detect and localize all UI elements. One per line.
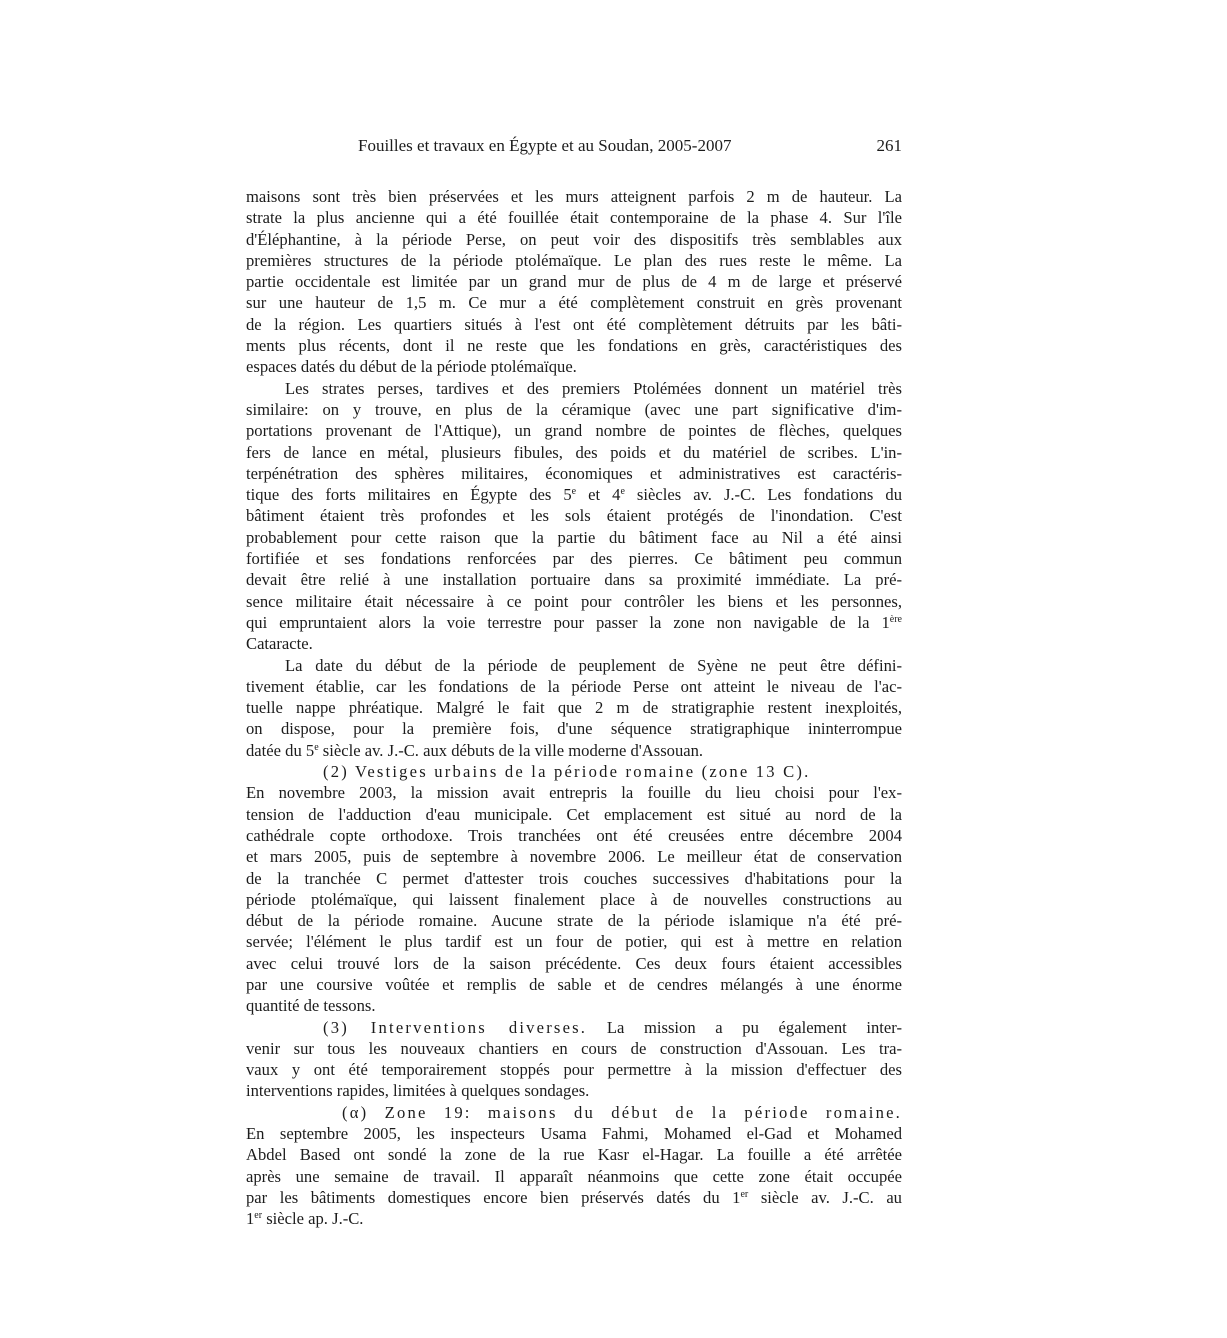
- text-line: [246, 612, 902, 633]
- text-fragment: La mission a pu également inter-: [587, 1017, 902, 1037]
- text-line: venir sur tous les nouveaux chantiers en cours de construction d'Assouan. Les tra-: [246, 1038, 902, 1058]
- text-line: [246, 740, 902, 761]
- text-line: ments plus récents, dont il ne reste que les fondations en grès, caractéristiques des: [246, 336, 902, 356]
- text-line: [246, 1208, 902, 1229]
- running-title: Fouilles et travaux en Égypte et au Soudan, 2005-2007: [358, 136, 732, 155]
- text-line: sur une hauteur de 1,5 m. Ce mur a été complètement construit en grès provenant: [246, 293, 902, 313]
- text-line: fers de lance en métal, plusieurs fibules, des poids et du matériel de scribes. L'in-: [246, 442, 902, 462]
- paragraph: [246, 186, 902, 378]
- paragraph: [246, 378, 902, 655]
- superscript: e: [620, 486, 625, 498]
- text-line: quantité de tessons.: [246, 996, 376, 1016]
- text-line: tivement établie, car les fondations de la période Perse ont atteint le niveau de l'ac-: [246, 676, 902, 696]
- superscript: er: [254, 1210, 263, 1222]
- text-line: [246, 1017, 902, 1038]
- text-line: portations provenant de l'Attique), un grand nombre de pointes de flèches, quelques: [246, 421, 902, 441]
- superscript: ère: [889, 613, 902, 625]
- text-line: de la région. Les quartiers situés à l'est ont été complètement détruits par les bâti-: [246, 314, 902, 334]
- text-line: période ptolémaïque, qui laissent finalement place à de nouvelles constructions au: [246, 889, 902, 909]
- text-line: vaux y ont été temporairement stoppés pour permettre à la mission d'effectuer des: [246, 1060, 902, 1080]
- text-line: Les strates perses, tardives et des premiers Ptolémées donnent un matériel très: [285, 378, 902, 398]
- superscript: e: [571, 486, 577, 498]
- text-line: devait être relié à une installation portuaire dans sa proximité immédiate. La pré-: [246, 570, 902, 590]
- text-line: tuelle nappe phréatique. Malgré le fait que 2 m de stratigraphie restent inexploités,: [246, 698, 902, 718]
- section-zone-19: [246, 1102, 902, 1230]
- superscript: er: [740, 1188, 749, 1200]
- text-line: [246, 484, 902, 505]
- text-fragment: 1: [246, 1209, 255, 1229]
- text-line: sence militaire était nécessaire à ce point pour contrôler les biens et les personnes,: [246, 591, 902, 611]
- text-line: En septembre 2005, les inspecteurs Usama Fahmi, Mohamed el-Gad et Mohamed: [246, 1124, 902, 1144]
- text-line: tension de l'adduction d'eau municipale. Cet emplacement est situé au nord de la: [246, 804, 902, 824]
- text-line: [246, 1187, 902, 1208]
- text-line: premières structures de la période ptolémaïque. Le plan des rues reste le même. La: [246, 250, 902, 270]
- running-head: [246, 134, 902, 158]
- text-line: et mars 2005, puis de septembre à novembre 2006. Le meilleur état de conservation: [246, 847, 902, 867]
- section-zone-13c: [246, 761, 902, 1017]
- text-fragment: qui empruntaient alors la voie terrestre pour passer la zone non navigable de la 1: [246, 612, 890, 632]
- text-line: interventions rapides, limitées à quelques sondages.: [246, 1081, 590, 1101]
- text-line: Cataracte.: [246, 634, 313, 654]
- text-fragment: siècles av. J.-C. Les fondations du: [624, 485, 902, 505]
- text-fragment: et 4: [576, 485, 621, 505]
- section-heading: (3) Interventions diverses.: [323, 1017, 588, 1037]
- text-line: maisons sont très bien préservées et les murs atteignent parfois 2 m de hauteur. La: [246, 187, 902, 206]
- text-line: fortifiée et ses fondations renforcées par des pierres. Ce bâtiment peu commun: [246, 549, 902, 569]
- text-line: servée; l'élément le plus tardif est un four de potier, qui est à mettre en relation: [246, 932, 902, 952]
- text-line: En novembre 2003, la mission avait entrepris la fouille du lieu choisi pour l'ex-: [246, 783, 902, 803]
- page-number: 261: [876, 136, 902, 155]
- text-fragment: siècle ap. J.-C.: [262, 1209, 364, 1229]
- text-line: strate la plus ancienne qui a été fouillée était contemporaine de la phase 4. Sur l'île: [246, 208, 902, 228]
- section-heading: (2) Vestiges urbains de la période romaine (zone 13 C).: [323, 762, 811, 782]
- text-line: La date du début de la période de peuplement de Syène ne peut être défini-: [285, 655, 902, 675]
- text-line: partie occidentale est limitée par un grand mur de plus de 4 m de large et préservé: [246, 272, 902, 292]
- text-line: espaces datés du début de la période ptolémaïque.: [246, 357, 577, 377]
- text-line: Abdel Based ont sondé la zone de la rue Kasr el-Hagar. La fouille a été arrêtée: [246, 1145, 902, 1165]
- text-fragment: siècle av. J.-C. au: [748, 1187, 902, 1207]
- text-line: on dispose, pour la première fois, d'une séquence stratigraphique ininterrompue: [246, 719, 902, 739]
- body-text: [246, 186, 902, 1230]
- text-fragment: par les bâtiments domestiques encore bien préservés datés du 1: [246, 1187, 741, 1207]
- text-line: similaire: on y trouve, en plus de la céramique (avec une part significative d'im-: [246, 399, 902, 419]
- text-line: début de la période romaine. Aucune strate de la période islamique n'a été pré-: [246, 911, 902, 931]
- text-line: bâtiment étaient très profondes et les sols étaient protégés de l'inondation. C'est: [246, 506, 902, 526]
- section-interventions: [246, 1017, 902, 1102]
- text-line: d'Éléphantine, à la période Perse, on peut voir des dispositifs très semblables aux: [246, 229, 902, 249]
- section-heading: (α) Zone 19: maisons du début de la période romaine.: [342, 1102, 902, 1122]
- text-line: terpénétration des sphères militaires, économiques et administratives est caractéris-: [246, 463, 902, 483]
- text-line: probablement pour cette raison que la partie du bâtiment face au Nil a été ainsi: [246, 527, 902, 547]
- text-fragment: datée du 5: [246, 740, 315, 760]
- paragraph: [246, 655, 902, 761]
- superscript: e: [314, 741, 319, 753]
- text-fragment: siècle av. J.-C. aux débuts de la ville moderne d'Assouan.: [318, 740, 704, 760]
- text-line: par une coursive voûtée et remplis de sable et de cendres mélangés à une énorme: [246, 974, 902, 994]
- text-line: avec celui trouvé lors de la saison précédente. Ces deux fours étaient accessibles: [246, 953, 902, 973]
- text-line: de la tranchée C permet d'attester trois couches successives d'habitations pour la: [246, 868, 902, 888]
- text-line: après une semaine de travail. Il apparaît néanmoins que cette zone était occupée: [246, 1166, 902, 1186]
- text-line: cathédrale copte orthodoxe. Trois tranchées ont été creusées entre décembre 2004: [246, 825, 902, 845]
- text-fragment: tique des forts militaires en Égypte des 5: [246, 485, 572, 505]
